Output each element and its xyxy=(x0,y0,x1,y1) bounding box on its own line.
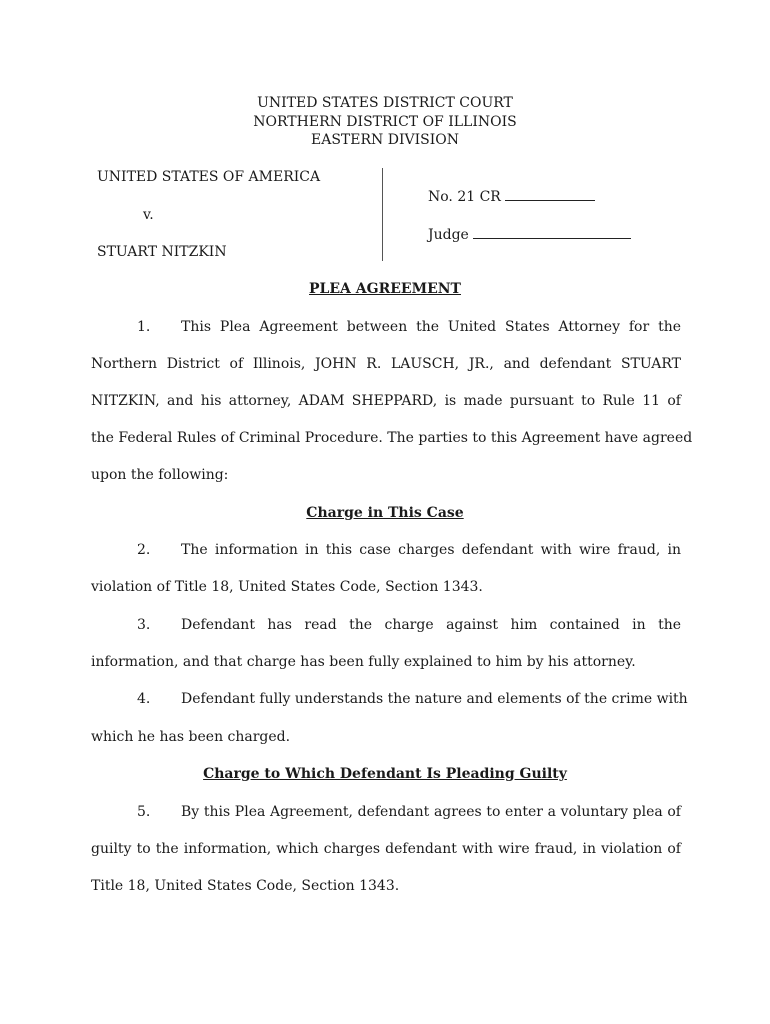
paragraph-line: The information in this case charges defendant with wire fraud, in xyxy=(181,542,681,558)
case-number-blank xyxy=(505,187,595,201)
judge-label: Judge xyxy=(428,227,469,243)
case-number-label: No. 21 CR xyxy=(428,189,501,205)
caption-divider xyxy=(382,168,383,261)
paragraph-number: 4. xyxy=(137,691,151,707)
court-division: EASTERN DIVISION xyxy=(311,132,459,148)
paragraph-number: 3. xyxy=(137,617,151,633)
paragraph-line: violation of Title 18, United States Code, Section 1343. xyxy=(91,579,483,595)
court-header xyxy=(0,94,770,150)
paragraph-line: upon the following: xyxy=(91,467,229,483)
court-name: UNITED STATES DISTRICT COURT xyxy=(257,95,513,111)
paragraph-line: guilty to the information, which charges defendant with wire fraud, in violation of xyxy=(91,841,681,857)
judge-line xyxy=(428,225,631,243)
paragraph-number: 1. xyxy=(137,319,151,335)
paragraph-line: Northern District of Illinois, JOHN R. LAUSCH, JR., and defendant STUART xyxy=(91,356,681,372)
judge-blank xyxy=(473,225,631,239)
paragraph-line: This Plea Agreement between the United States Attorney for the xyxy=(181,319,681,335)
paragraph-line: Title 18, United States Code, Section 1343. xyxy=(91,878,400,894)
paragraph-line: By this Plea Agreement, defendant agrees to enter a voluntary plea of xyxy=(181,804,681,820)
paragraph-line: which he has been charged. xyxy=(91,729,291,745)
court-district: NORTHERN DISTRICT OF ILLINOIS xyxy=(253,113,517,130)
document-title: PLEA AGREEMENT xyxy=(309,281,461,297)
paragraph-line: information, and that charge has been fully explained to him by his attorney. xyxy=(91,654,636,670)
paragraph-line: Defendant fully understands the nature and elements of the crime with xyxy=(181,691,688,707)
section-heading: Charge to Which Defendant Is Pleading Guilty xyxy=(203,766,567,782)
paragraph-line: NITZKIN, and his attorney, ADAM SHEPPARD, is made pursuant to Rule 11 of xyxy=(91,393,681,409)
paragraph-line: Defendant has read the charge against him contained in the xyxy=(181,617,681,633)
case-number-line xyxy=(428,187,595,205)
section-heading: Charge in This Case xyxy=(306,505,464,521)
plaintiff-name: UNITED STATES OF AMERICA xyxy=(97,169,321,185)
paragraph-number: 2. xyxy=(137,542,151,558)
defendant-name: STUART NITZKIN xyxy=(97,244,227,260)
paragraph-line: the Federal Rules of Criminal Procedure. The parties to this Agreement have agreed xyxy=(91,430,693,446)
versus-label: v. xyxy=(143,207,154,223)
paragraph-number: 5. xyxy=(137,804,151,820)
